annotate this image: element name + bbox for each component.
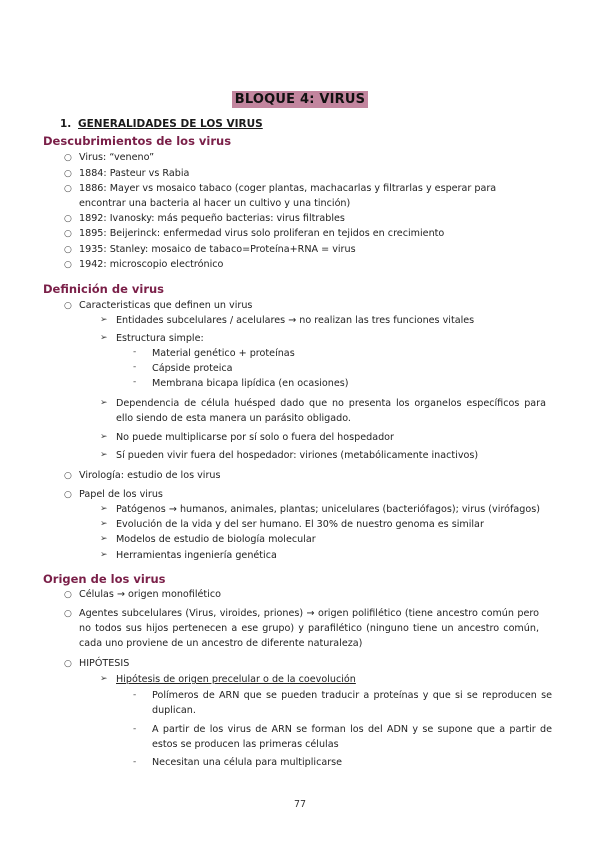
bullet-arrow: ➢ xyxy=(100,315,108,325)
list-item: Material genético + proteínas xyxy=(152,348,295,359)
bullet-dash: - xyxy=(133,690,137,700)
list-item: 1895: Beijerinck: enfermedad virus solo proliferan en tejidos en crecimiento xyxy=(79,228,445,239)
bullet-circle: ○ xyxy=(64,590,72,600)
list-item: Polímeros de ARN que se pueden traducir a proteínas y que si se reproducen se duplican. xyxy=(152,690,552,716)
list-item: Membrana bicapa lipídica (en ocasiones) xyxy=(152,378,349,389)
bullet-dash: - xyxy=(133,724,137,734)
list-item: Virus: “veneno” xyxy=(79,152,155,163)
list-item: Virología: estudio de los virus xyxy=(79,470,221,481)
list-item: HIPÓTESIS xyxy=(79,658,130,669)
page-title: BLOQUE 4: VIRUS xyxy=(232,91,368,108)
list-item: Estructura simple: xyxy=(116,333,204,344)
bullet-circle: ○ xyxy=(64,184,72,194)
bullet-arrow: ➢ xyxy=(100,333,108,343)
list-item: 1942: microscopio electrónico xyxy=(79,259,224,270)
bullet-arrow: ➢ xyxy=(100,519,108,529)
list-item: Patógenos → humanos, animales, plantas; unicelulares (bacteriófagos); virus (virófagos) xyxy=(116,504,540,515)
list-item: Caracteristicas que definen un virus xyxy=(79,300,253,311)
bullet-dash: - xyxy=(133,362,137,372)
section-heading xyxy=(60,118,263,130)
bullet-arrow: ➢ xyxy=(100,534,108,544)
bullet-arrow: ➢ xyxy=(100,450,108,460)
bullet-dash: - xyxy=(133,757,137,767)
list-item: Hipótesis de origen precelular o de la coevolución xyxy=(116,674,356,685)
heading-definicion: Definición de virus xyxy=(43,282,165,296)
list-item: Cápside proteica xyxy=(152,363,233,374)
bullet-arrow: ➢ xyxy=(100,504,108,514)
bullet-circle: ○ xyxy=(64,229,72,239)
list-item: Modelos de estudio de biología molecular xyxy=(116,534,316,545)
list-item: 1884: Pasteur vs Rabia xyxy=(79,168,190,179)
list-item: Entidades subcelulares / acelulares → no realizan las tres funciones vitales xyxy=(116,315,475,326)
bullet-arrow: ➢ xyxy=(100,432,108,442)
bullet-dash: - xyxy=(133,377,137,387)
bullet-arrow: ➢ xyxy=(100,674,108,684)
section-number: 1. xyxy=(60,118,72,130)
bullet-arrow: ➢ xyxy=(100,550,108,560)
bullet-circle: ○ xyxy=(64,301,72,311)
heading-descubrimientos: Descubrimientos de los virus xyxy=(43,134,232,148)
bullet-circle: ○ xyxy=(64,153,72,163)
list-item: Dependencia de célula huésped dado que no presenta los organelos específicos para ello siendo de esta manera un parásito obligado. xyxy=(116,398,546,424)
bullet-circle: ○ xyxy=(64,659,72,669)
list-item: 1892: Ivanosky: más pequeño bacterias: virus filtrables xyxy=(79,213,345,224)
bullet-circle: ○ xyxy=(64,260,72,270)
bullet-circle: ○ xyxy=(64,609,72,619)
bullet-circle: ○ xyxy=(64,169,72,179)
bullet-arrow: ➢ xyxy=(100,398,108,408)
list-item: No puede multiplicarse por sí solo o fuera del hospedador xyxy=(116,432,394,443)
list-item: Herramientas ingeniería genética xyxy=(116,550,277,561)
bullet-dash: - xyxy=(133,347,137,357)
bullet-circle: ○ xyxy=(64,245,72,255)
list-item: 1935: Stanley: mosaico de tabaco=Proteína+RNA = virus xyxy=(79,244,356,255)
heading-origen: Origen de los virus xyxy=(43,572,166,586)
bullet-circle: ○ xyxy=(64,214,72,224)
list-item: Células → origen monofilético xyxy=(79,589,221,600)
list-item: A partir de los virus de ARN se forman los del ADN y se supone que a partir de estos se producen las primeras células xyxy=(152,724,552,750)
bullet-circle: ○ xyxy=(64,490,72,500)
bullet-circle: ○ xyxy=(64,471,72,481)
section-title: GENERALIDADES DE LOS VIRUS xyxy=(78,118,263,130)
list-item: Papel de los virus xyxy=(79,489,163,500)
list-item: Agentes subcelulares (Virus, viroides, priones) → origen polifilético (tiene ancestro común pero no todos sus hijos pertenecen a ese grupo) y parafilético (ninguno tiene un ancestro común, cada uno proviene de un ancestro de diferente naturaleza) xyxy=(79,608,539,649)
page-number: 77 xyxy=(293,799,307,810)
list-item: 1886: Mayer vs mosaico tabaco (coger plantas, machacarlas y filtrarlas y esperar para encontrar una bacteria al hacer un cultivo y una tinción) xyxy=(79,183,497,209)
title-wrapper xyxy=(0,88,600,108)
list-item: Necesitan una célula para multiplicarse xyxy=(152,757,343,768)
list-item: Sí pueden vivir fuera del hospedador: viriones (metabólicamente inactivos) xyxy=(116,450,479,461)
list-item: Evolución de la vida y del ser humano. El 30% de nuestro genoma es similar xyxy=(116,519,484,530)
